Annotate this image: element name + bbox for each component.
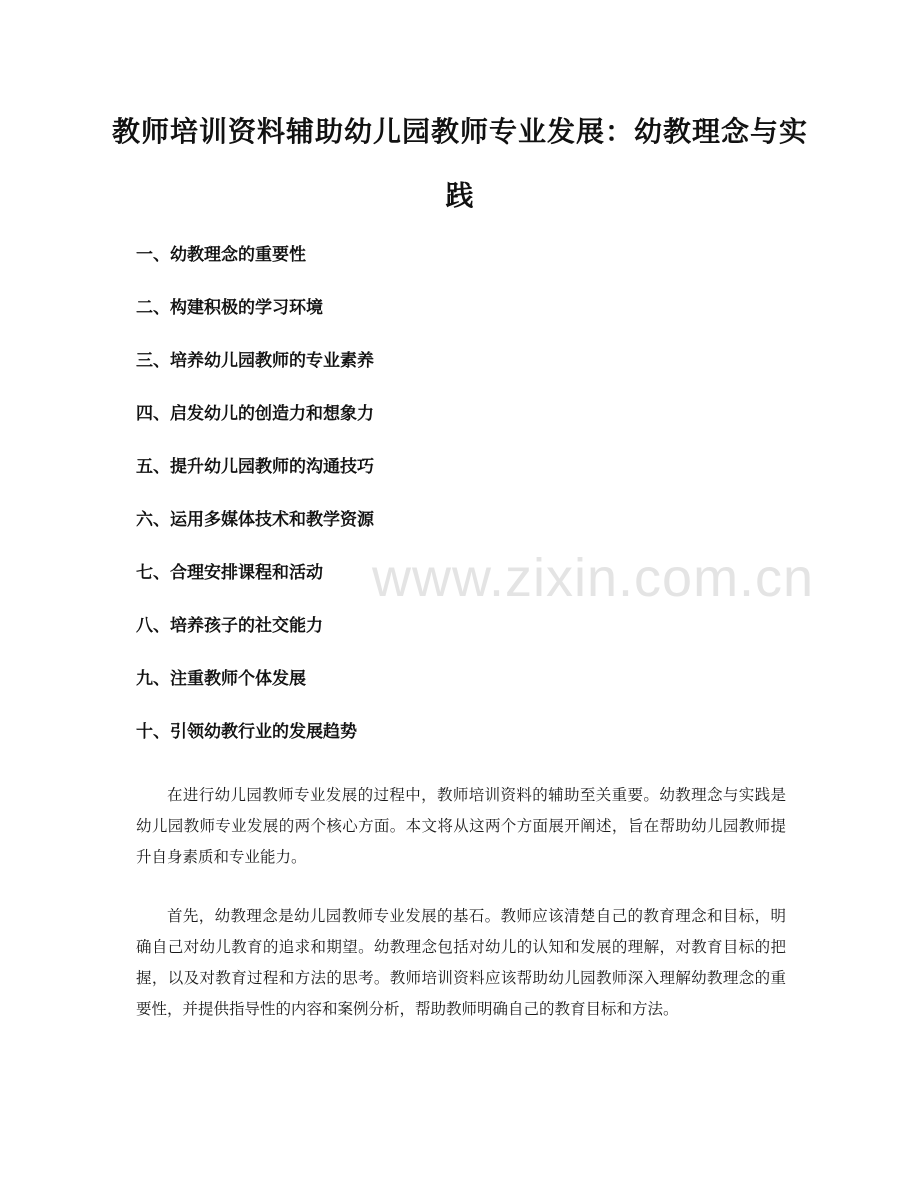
toc-item: 六、运用多媒体技术和教学资源 — [136, 510, 374, 530]
toc-item: 四、启发幼儿的创造力和想象力 — [136, 404, 374, 424]
toc-item: 二、构建积极的学习环境 — [136, 298, 323, 318]
table-of-contents — [136, 245, 374, 775]
toc-item: 十、引领幼教行业的发展趋势 — [136, 722, 357, 742]
toc-item: 九、注重教师个体发展 — [136, 669, 306, 689]
watermark: www.zixin.com.cn — [372, 548, 815, 608]
toc-item: 一、幼教理念的重要性 — [136, 245, 306, 265]
toc-item: 五、提升幼儿园教师的沟通技巧 — [136, 457, 374, 477]
document-title: 教师培训资料辅助幼儿园教师专业发展：幼教理念与实践 — [111, 115, 808, 212]
toc-item: 七、合理安排课程和活动 — [136, 563, 323, 583]
toc-item: 八、培养孩子的社交能力 — [136, 616, 323, 636]
toc-item: 三、培养幼儿园教师的专业素养 — [136, 351, 374, 371]
body-paragraph: 首先，幼教理念是幼儿园教师专业发展的基石。教师应该清楚自己的教育理念和目标，明确自己对幼儿教育的追求和期望。幼教理念包括对幼儿的认知和发展的理解，对教育目标的把握，以及对教育过程和方法的思考。教师培训资料应该帮助幼儿园教师深入理解幼教理念的重要性，并提供指导性的内容和案例分析，帮助教师明确自己的教育目标和方法。 — [136, 907, 786, 1018]
body-paragraph: 在进行幼儿园教师专业发展的过程中，教师培训资料的辅助至关重要。幼教理念与实践是幼儿园教师专业发展的两个核心方面。本文将从这两个方面展开阐述，旨在帮助幼儿园教师提升自身素质和专业能力。 — [136, 786, 786, 866]
